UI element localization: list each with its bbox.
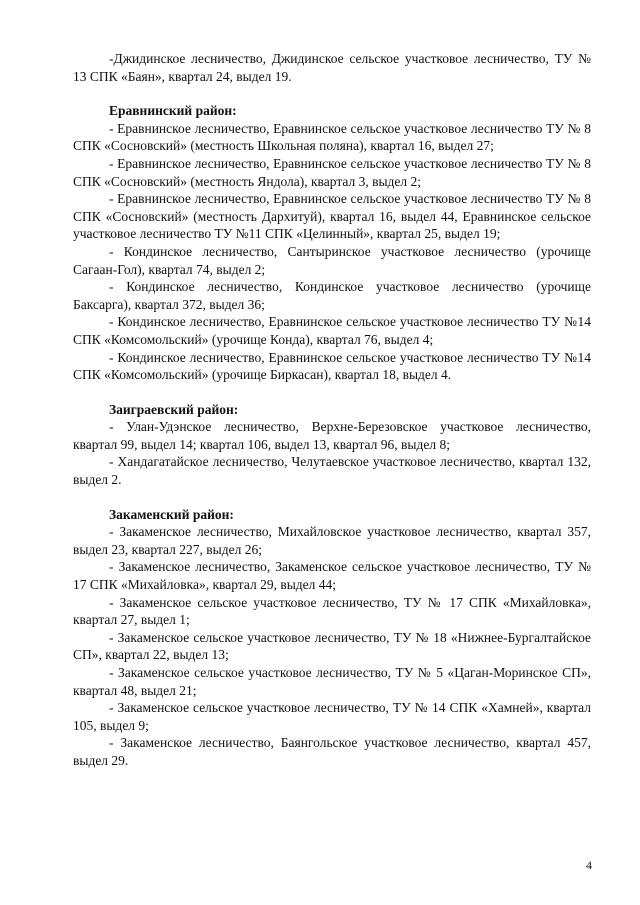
list-item: - Кондинское лесничество, Кондинское участковое лесничество (урочище Баксарга), квартал 372, выдел 36;: [73, 279, 591, 312]
spacer: [73, 85, 591, 102]
list-item: - Кондинское лесничество, Еравнинское сельское участковое лесничество ТУ №14 СПК «Комсомольский» (урочище Конда), квартал 76, выдел 4;: [73, 314, 591, 347]
document-body: [73, 50, 591, 770]
list-item: - Улан-Удэнское лесничество, Верхне-Березовское участковое лесничество, квартал 99, выдел 14; квартал 106, выдел 13, квартал 96, выдел 8;: [73, 419, 591, 452]
list-item: - Закаменское лесничество, Закаменское сельское участковое лесничество, ТУ № 17 СПК «Михайловка», квартал 29, выдел 44;: [73, 559, 591, 593]
list-item: - Еравнинское лесничество, Еравнинское сельское участковое лесничество ТУ № 8 СПК «Сосновский» (местность Школьная поляна), квартал 16, выдел 27;: [73, 120, 591, 154]
section-heading-zaigraevsky: Заиграевский район:: [109, 401, 239, 417]
list-item: - Закаменское сельское участковое лесничество, ТУ № 18 «Нижнее-Бургалтайское СП», квартал 22, выдел 13;: [73, 629, 591, 663]
list-item: - Закаменское лесничество, Михайловское участковое лесничество, квартал 357, выдел 23, квартал 227, выдел 26;: [73, 524, 591, 557]
list-item: - Закаменское сельское участковое лесничество, ТУ № 5 «Цаган-Моринское СП», квартал 48, выдел 21;: [73, 665, 591, 698]
spacer: [73, 489, 591, 506]
section-heading-eravninsky: Еравнинский район:: [109, 103, 237, 119]
list-item: - Закаменское лесничество, Баянгольское участковое лесничество, квартал 457, выдел 29.: [73, 735, 591, 768]
intro-paragraph: -Джидинское лесничество, Джидинское сельское участковое лесничество, ТУ № 13 СПК «Баян», квартал 24, выдел 19.: [73, 51, 591, 84]
list-item: - Закаменское сельское участковое лесничество, ТУ № 14 СПК «Хамней», квартал 105, выдел 9;: [73, 700, 591, 733]
list-item: - Еравнинское лесничество, Еравнинское сельское участковое лесничество ТУ № 8 СПК «Сосновский» (местность Яндола), квартал 3, выдел 2;: [73, 155, 591, 189]
section-heading-zakamensky: Закаменский район:: [109, 506, 234, 522]
page-number: 4: [586, 858, 592, 872]
list-item: - Хандагатайское лесничество, Челутаевское участковое лесничество, квартал 132, выдел 2.: [73, 454, 591, 488]
list-item: - Кондинское лесничество, Еравнинское сельское участковое лесничество ТУ №14 СПК «Комсомольский» (урочище Биркасан), квартал 18, выдел 4.: [73, 349, 591, 383]
list-item: - Закаменское сельское участковое лесничество, ТУ № 17 СПК «Михайловка», квартал 27, выдел 1;: [73, 594, 591, 628]
list-item: - Кондинское лесничество, Сантыринское участковое лесничество (урочище Сагаан-Гол), квартал 74, выдел 2;: [73, 243, 591, 277]
list-item: - Еравнинское лесничество, Еравнинское сельское участковое лесничество ТУ № 8 СПК «Сосновский» (местность Дархитуй), квартал 16, выдел 44, Еравнинское сельское участковое лесничество ТУ №11 СПК «Целинный», квартал 25, выдел 19;: [73, 191, 591, 242]
spacer: [73, 384, 591, 401]
